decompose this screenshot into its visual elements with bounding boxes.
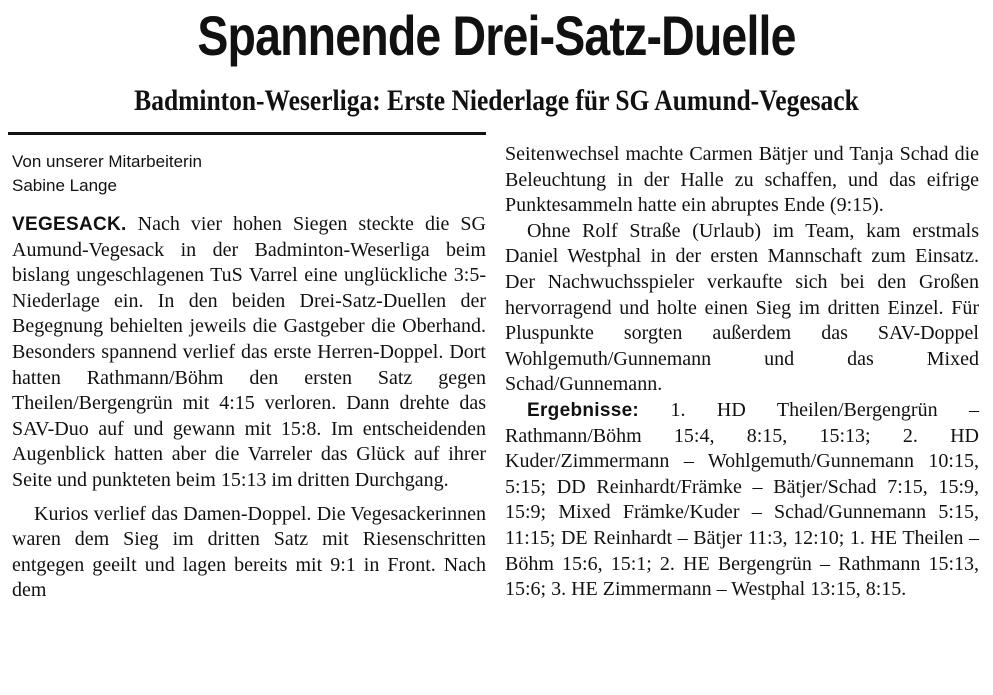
- paragraph-1-text: Nach vier hohen Siegen steckte die SG Aumund-Vegesack in der Badminton-Weserliga beim bislang ungeschlagenen TuS Varrel eine unglückliche 3:5-Niederlage ein. In den beiden Drei-Satz-Duellen der Begegnung behielten jeweils die Gastgeber die Oberhand. Besonders spannend verlief das erste Herren-Doppel. Dort hatten Rathmann/Böhm den ersten Satz gegen Theilen/Bergengrün mit 4:15 verloren. Dann drehte das SAV-Duo auf und gewann mit 15:8. Im entscheidenden Augenblick hatten aber die Varreler das Glück auf ihrer Seite und punkteten beim 15:13 im dritten Durchgang.: [12, 213, 487, 491]
- column-right: [505, 142, 979, 603]
- column-left: [12, 150, 486, 604]
- paragraph-1: [12, 212, 486, 494]
- paragraph-gap: [12, 494, 486, 502]
- headline: Spannende Drei-Satz-Duelle: [197, 4, 796, 67]
- paragraph-2: Kurios verlief das Damen-Doppel. Die Vegesackerinnen waren dem Sieg im dritten Satz mit Riesenschritten entgegen geeilt und lagen bereits mit 9:1 in Front. Nach dem: [12, 502, 486, 602]
- results-label: Ergebnisse:: [527, 399, 640, 421]
- paragraph-3: Ohne Rolf Straße (Urlaub) im Team, kam erstmals Daniel Westphal in der ersten Mannschaft zum Einsatz. Der Nachwuchsspieler verkaufte sich bei den Großen hervorragend und holte einen Sieg im dritten Einzel. Für Pluspunkte sorgten außerdem das SAV-Doppel Wohlgemuth/Gunnemann und das Mixed Schad/Gunnemann.: [505, 219, 979, 396]
- subheadline: Badminton-Weserliga: Erste Niederlage für SG Aumund-Vegesack: [134, 84, 859, 117]
- results-paragraph: [505, 398, 979, 603]
- results-text: 1. HD Theilen/Bergengrün – Rathmann/Böhm 15:4, 8:15, 15:13; 2. HD Kuder/Zimmermann – Wohlgemuth/Gunnemann 10:15, 5:15; DD Reinhardt/Främke – Bätjer/Schad 7:15, 15:9, 15:9; Mixed Främke/Kuder – Schad/Gunnemann 5:15, 11:15; DE Reinhardt – Bätjer 11:3, 12:10; 1. HE Theilen – Böhm 15:6, 15:1; 2. HE Bergengrün – Rathmann 15:13, 15:6; 3. HE Zimmermann – Westphal 13:15, 8:15.: [505, 398, 980, 601]
- paragraph-2-continued: Seitenwechsel machte Carmen Bätjer und Tanja Schad die Beleuchtung in der Halle zu schaffen, und das eifrige Punktesammeln hatte ein abruptes Ende (9:15).: [505, 143, 979, 217]
- dateline: VEGESACK.: [12, 214, 127, 235]
- byline-line2: Sabine Lange: [12, 176, 117, 195]
- byline: [12, 150, 486, 198]
- byline-line1: Von unserer Mitarbeiterin: [12, 152, 202, 171]
- byline-rule: [8, 132, 486, 135]
